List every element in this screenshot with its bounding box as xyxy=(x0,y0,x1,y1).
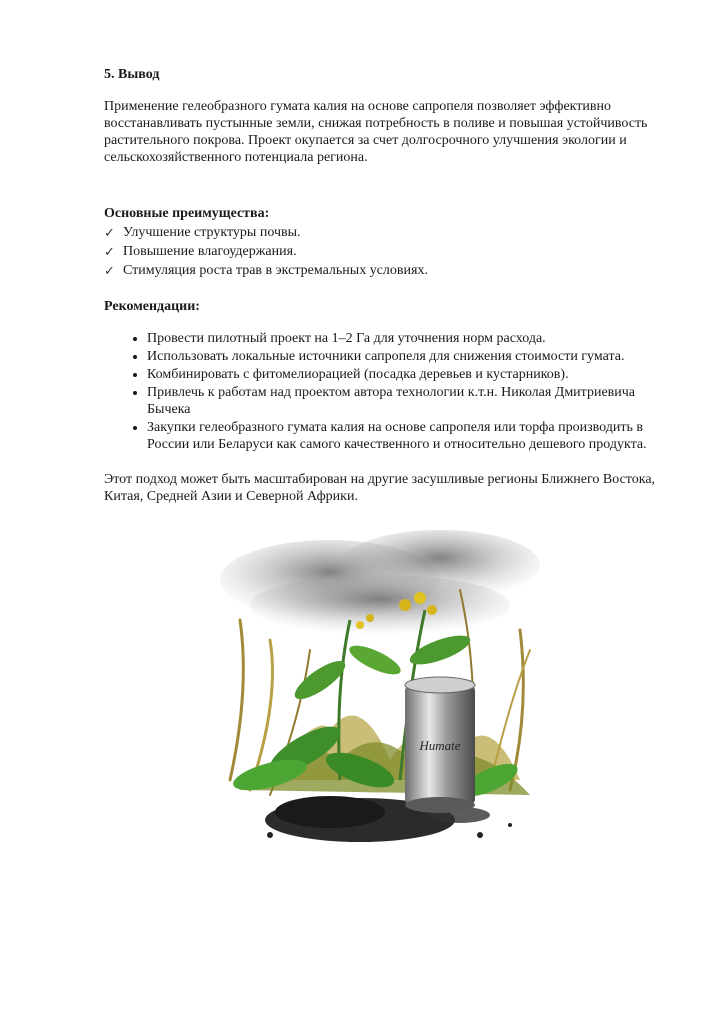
recommendation-item: • Закупки гелеобразного гумата калия на основе сапропеля или торфа производить в России или Беларуси как самого качественного и относительно дешевого продукта. xyxy=(147,419,674,453)
conclusion-paragraph: Этот подход может быть масштабирован на другие засушливые регионы Ближнего Востока, Китая, Средней Азии и Северной Африки. xyxy=(104,472,656,504)
humate-illustration xyxy=(210,530,550,870)
recommendation-item: • Провести пилотный проект на 1–2 Га для уточнения норм расхода. xyxy=(147,330,674,347)
storm-cloud xyxy=(220,530,540,635)
checkmark-icon: ✓ xyxy=(104,263,115,278)
recommendation-item: • Комбинировать с фитомелиорацией (посадка деревьев и кустарников). xyxy=(147,366,674,383)
advantages-title: Основные преимущества: xyxy=(104,206,270,221)
checkmark-icon: ✓ xyxy=(104,225,115,240)
advantages-list xyxy=(104,223,674,280)
advantage-item: ✓ Повышение влагоудержания. xyxy=(104,244,297,259)
recommendation-item: • Привлечь к работам над проектом автора технологии к.т.н. Николая Дмитриевича Бычека xyxy=(147,384,674,418)
humate-can xyxy=(405,677,475,813)
intro-paragraph: Применение гелеобразного гумата калия на основе сапропеля позволяет эффективно восстанавливать пустынные земли, снижая потребность в поливе и повышая устойчивость растительного покрова. Проект окупается за счет долгосрочного улучшения экологии и сельскохозяйственного потенциала региона. xyxy=(104,99,648,165)
soil-pile xyxy=(265,796,512,842)
recommendations-title: Рекомендации: xyxy=(104,299,200,314)
can-label: Humate xyxy=(419,738,461,753)
document-page xyxy=(104,66,674,505)
recommendations-list xyxy=(104,330,674,453)
checkmark-icon: ✓ xyxy=(104,244,115,259)
recommendation-item: • Использовать локальные источники сапропеля для снижения стоимости гумата. xyxy=(147,348,674,365)
advantage-item: ✓ Стимуляция роста трав в экстремальных условиях. xyxy=(104,263,428,278)
section-heading: 5. Вывод xyxy=(104,67,160,82)
advantage-item: ✓ Улучшение структуры почвы. xyxy=(104,225,301,240)
